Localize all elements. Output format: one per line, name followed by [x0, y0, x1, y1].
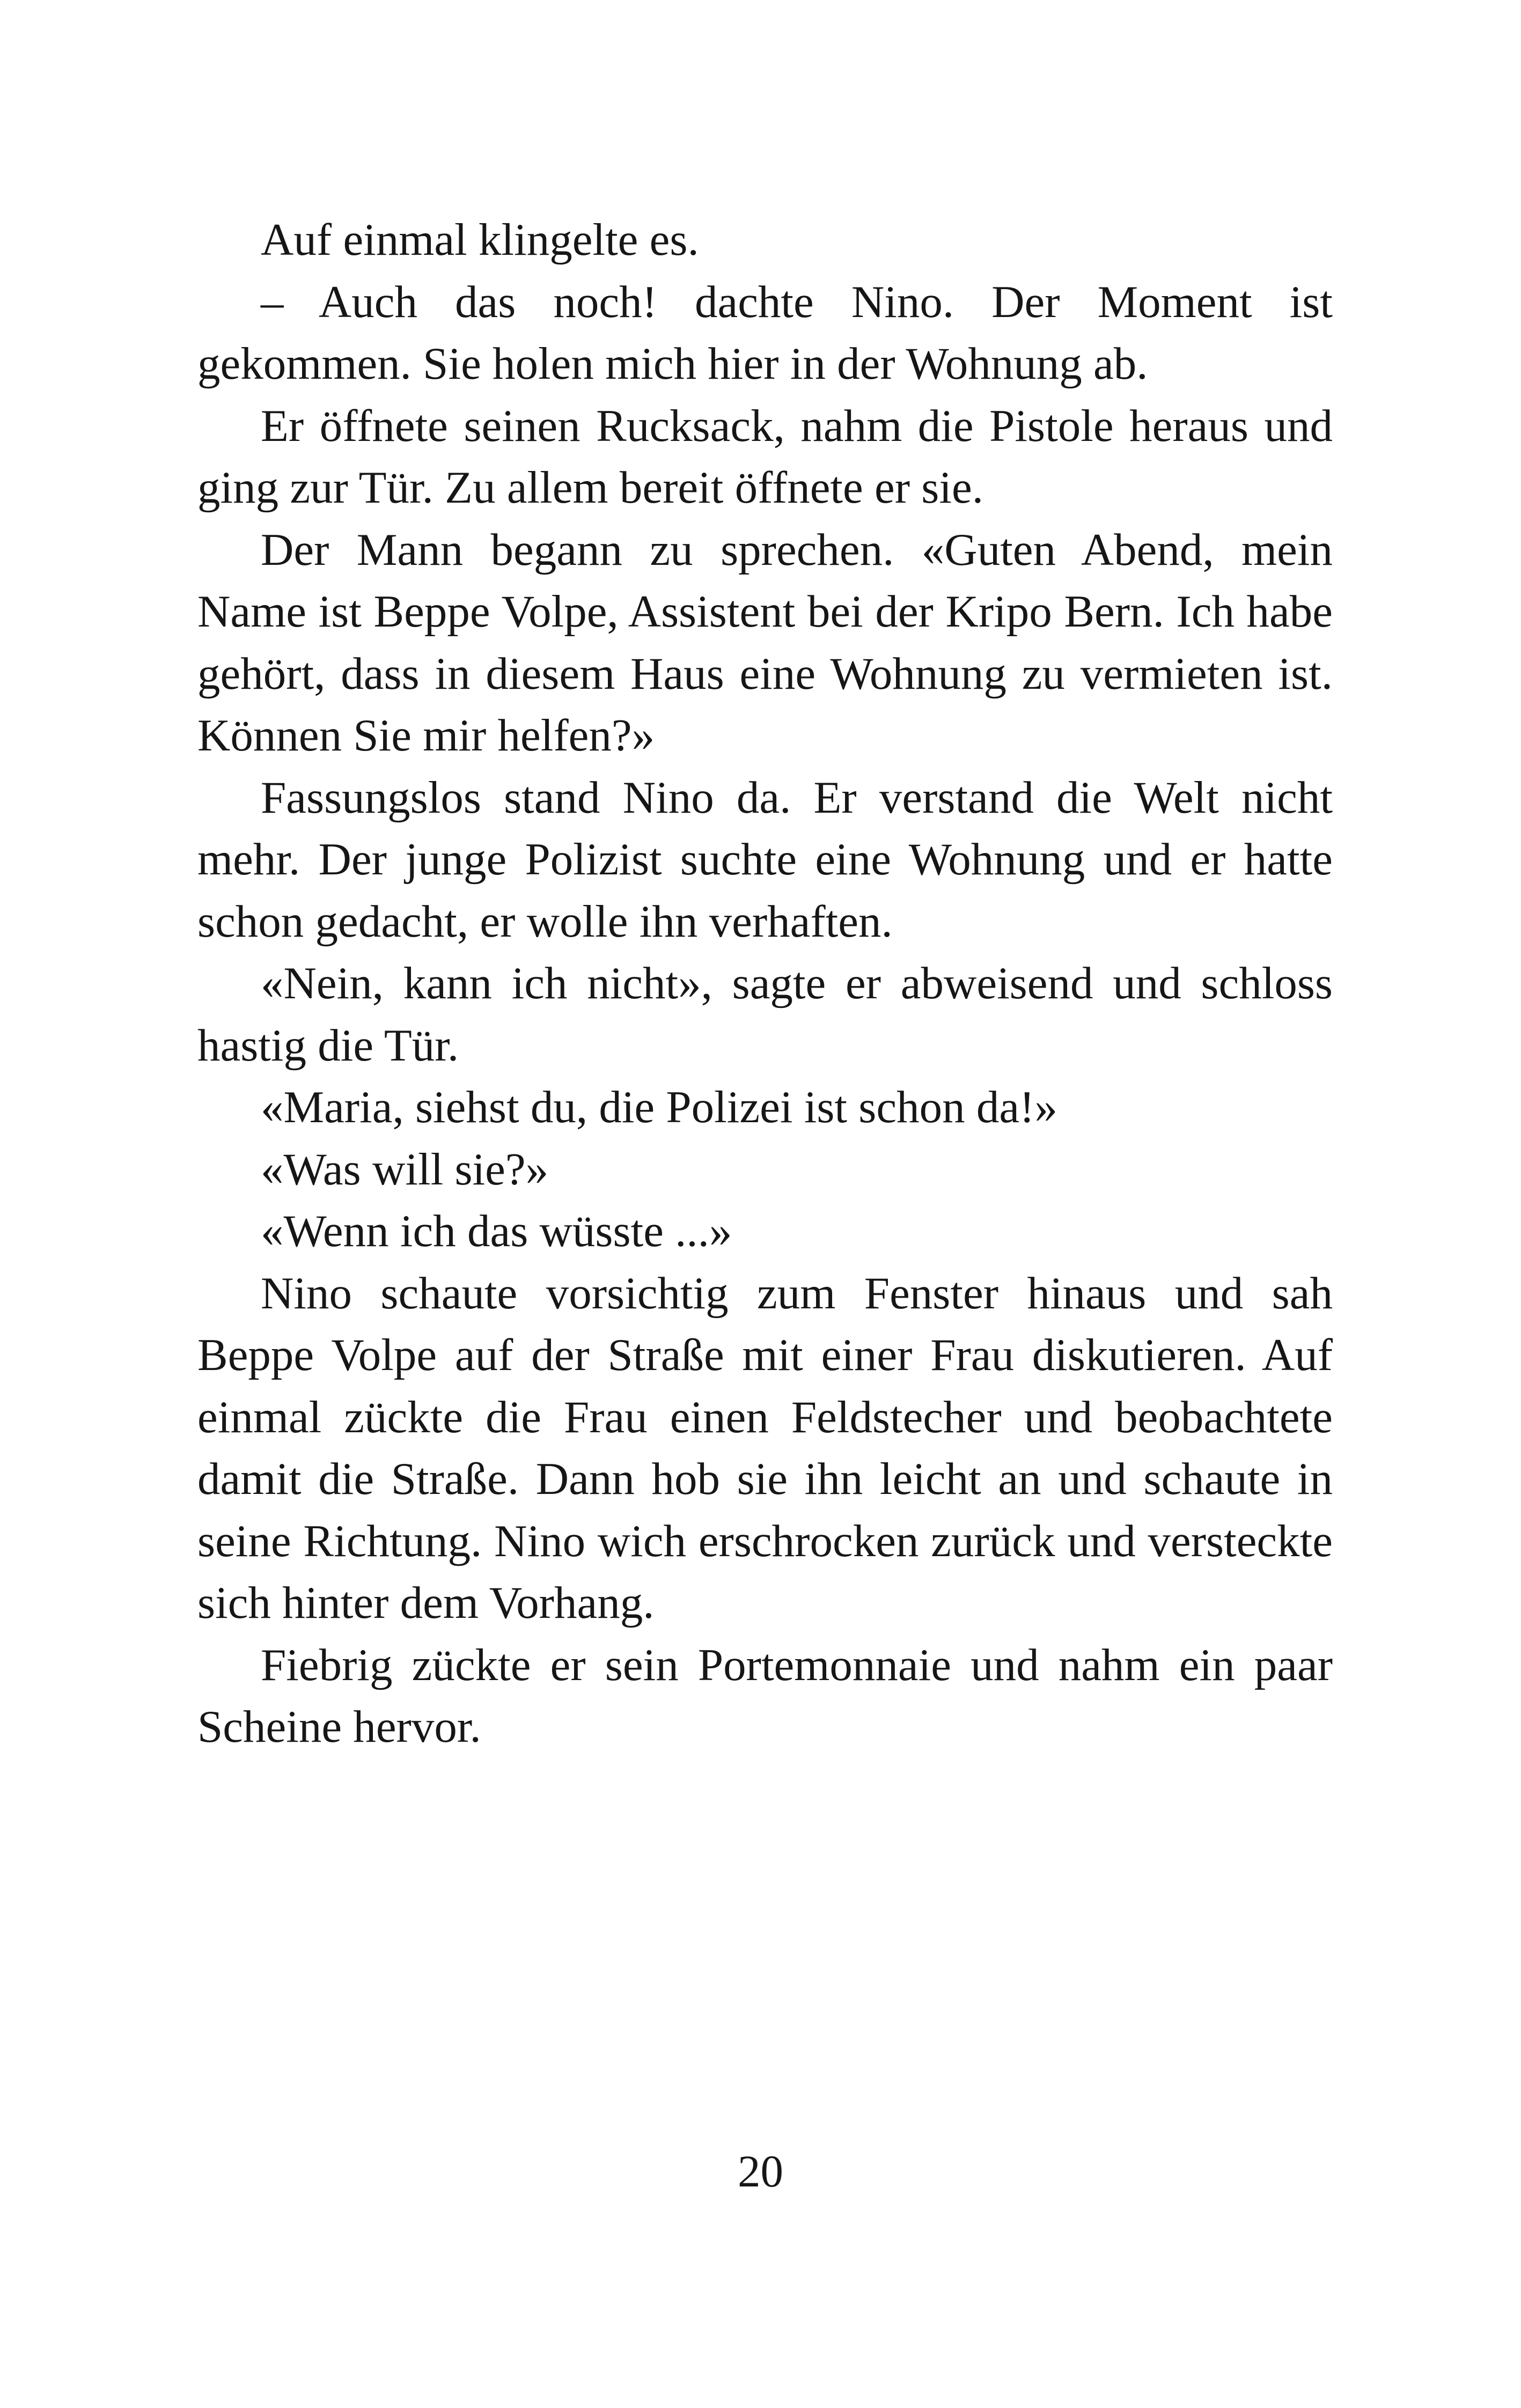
paragraph-6: «Nein, kann ich nicht», sagte er abweisend und schloss hastig die Tür. [197, 958, 1333, 1071]
paragraph-3: Er öffnete seinen Rucksack, nahm die Pistole heraus und ging zur Tür. Zu allem bereit öffnete er sie. [197, 400, 1333, 513]
paragraph-2: – Auch das noch! dachte Nino. Der Moment ist gekommen. Sie holen mich hier in der Wohnung ab. [197, 276, 1333, 389]
paragraph-4: Der Mann begann zu sprechen. «Guten Abend, mein Name ist Beppe Volpe, Assistent bei der Kripo Bern. Ich habe gehört, dass in diesem Haus eine Wohnung zu vermieten ist. Können Sie mir helfen?» [197, 524, 1333, 761]
body-text [197, 209, 1333, 1758]
paragraph-8: «Was will sie?» [261, 1144, 549, 1195]
paragraph-9: «Wenn ich das wüsste ...» [261, 1206, 732, 1256]
paragraph-5: Fassungslos stand Nino da. Er verstand die Welt nicht mehr. Der junge Polizist suchte eine Wohnung und er hatte schon gedacht, er wolle ihn verhaften. [197, 772, 1333, 947]
paragraph-1: Auf einmal klingelte es. [261, 215, 699, 265]
page-number: 20 [738, 2146, 783, 2197]
paragraph-11: Fiebrig zückte er sein Portemonnaie und nahm ein paar Scheine hervor. [197, 1639, 1333, 1752]
paragraph-7: «Maria, siehst du, die Polizei ist schon da!» [261, 1082, 1057, 1132]
paragraph-10: Nino schaute vorsichtig zum Fenster hinaus und sah Beppe Volpe auf der Straße mit einer Frau diskutieren. Auf einmal zückte die Frau einen Feldstecher und beobachtete damit die Straße. Dann hob sie ihn leicht an und schaute in seine Richtung. Nino wich erschrocken zurück und versteckte sich hinter dem Vorhang. [197, 1268, 1333, 1628]
